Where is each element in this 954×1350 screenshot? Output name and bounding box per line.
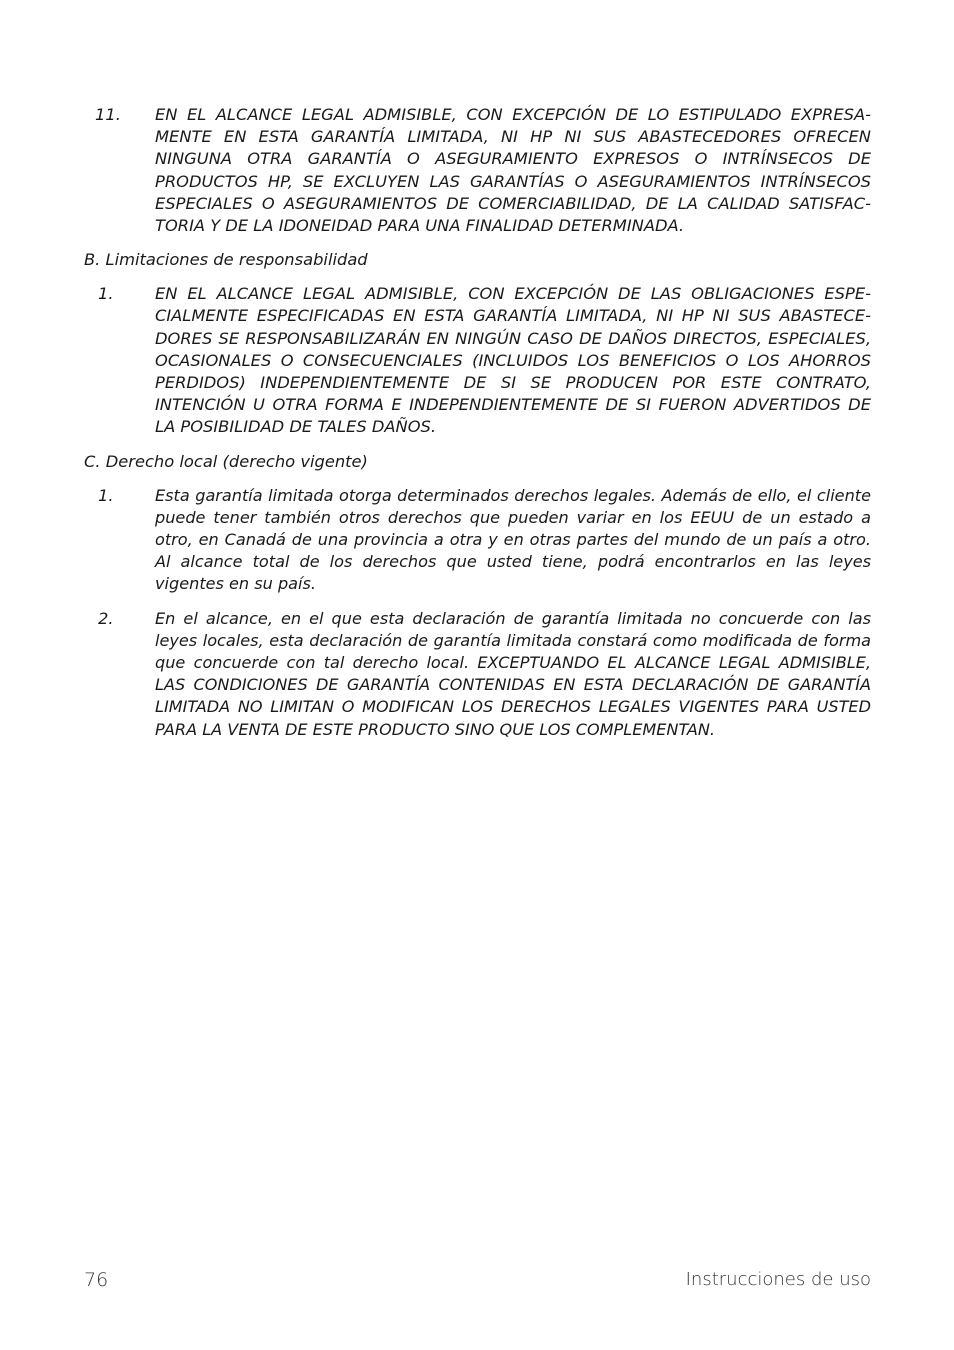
item-text: EN EL ALCANCE LEGAL ADMISIBLE, CON EXCEPCIÓN DE LO ESTIPULADO EXPRESAMENTE EN ESTA GARANTÍA LIMITADA, NI HP NI SUS ABASTECEDORES OFRECEN NINGUNA OTRA GARANTÍA O ASEGURAMIENTO EXPRESOS O INTRÍNSECOS DE PRODUCTOS HP, SE EXCLUYEN LAS GARANTÍAS O ASEGURAMIENTOS INTRÍNSECOS ESPECIALES O ASEGURAMIENTOS DE COMERCIABILIDAD, DE LA CALIDAD SATISFACTORIA Y DE LA IDONEIDAD PARA UNA FINALIDAD DETERMINADA. [155,105,871,236]
item-number: 11. [95,105,121,124]
section-b-item-1 [84,283,871,438]
item-number: 1. [98,284,114,304]
section-c-item-2 [84,608,871,741]
section-c-item-1 [84,485,871,596]
item-number: 2. [98,608,114,628]
document-title: Instrucciones de uso [685,1269,871,1290]
page-footer [84,1267,871,1293]
section-a-item-11 [84,104,871,237]
item-number: 1. [98,485,114,505]
page-content [84,104,871,753]
item-text: En el alcance, en el que esta declaración de garantía limitada no concuerde con las leyes locales, esta declaración de garantía limitada constará como modificada de forma que concuerde con tal derecho local. EXCEPTUANDO EL ALCANCE LEGAL ADMISIBLE, LAS CONDICIONES DE GARANTÍA CONTENIDAS EN ESTA DECLARACIÓN DE GARANTÍA LIMITADA NO LIMITAN O MODIFICAN LOS DERECHOS LEGALES VIGENTES PARA USTED PARA LA VENTA DE ESTE PRODUCTO SINO QUE LOS COMPLEMENTAN. [155,608,871,739]
item-text: EN EL ALCANCE LEGAL ADMISIBLE, CON EXCEPCIÓN DE LAS OBLIGACIONES ESPECIALMENTE ESPECIFICADAS EN ESTA GARANTÍA LIMITADA, NI HP NI SUS ABASTECEDORES SE RESPONSABILIZARÁN EN NINGÚN CASO DE DAÑOS DIRECTOS, ESPECIALES, OCASIONALES O CONSECUENCIALES (INCLUIDOS LOS BENEFICIOS O LOS AHORROS PERDIDOS) INDEPENDIENTEMENTE DE SI SE PRODUCEN POR ESTE CONTRATO, INTENCIÓN U OTRA FORMA E INDEPENDIENTEMENTE DE SI FUERON ADVERTIDOS DE LA POSIBILIDAD DE TALES DAÑOS. [155,284,871,437]
page-number: 76 [84,1269,109,1291]
section-heading-b: B. Limitaciones de responsabilidad [84,250,368,270]
section-heading-c: C. Derecho local (derecho vigente) [84,451,368,471]
item-text: Esta garantía limitada otorga determinados derechos legales. Además de ello, el cliente puede tener también otros derechos que pueden variar en los EEUU de un estado a otro, en Canadá de una provincia a otra y en otras partes del mundo de un país a otro. Al alcance total de los derechos que usted tiene, podrá encontrarlos en las leyes vigentes en su país. [155,485,871,594]
